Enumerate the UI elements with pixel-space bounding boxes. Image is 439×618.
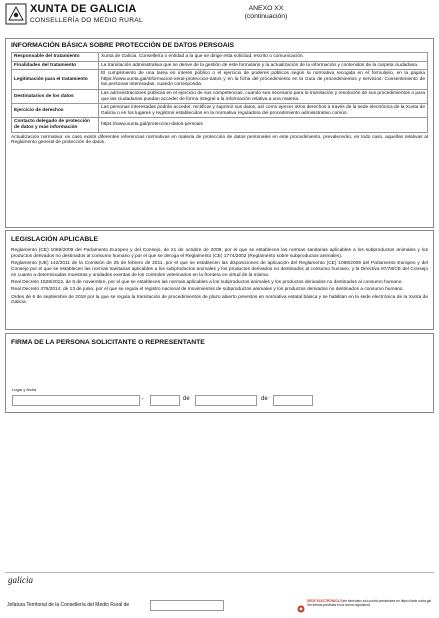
row-link[interactable] bbox=[99, 118, 428, 132]
table-row bbox=[12, 89, 428, 103]
row-label: Responsable del tratamiento bbox=[12, 53, 99, 62]
galicia-brand bbox=[8, 575, 33, 585]
data-protection-table bbox=[11, 52, 428, 133]
row-label: Contacto delegado de protección de datos y más información bbox=[12, 118, 99, 132]
legislation-item: Real Decreto 1528/2012, de 8 de noviembre, por el que se establecen las normas aplicables a los subproductos animales y los productos derivados no destinados al consumo humano. bbox=[11, 279, 403, 285]
org-name: XUNTA DE GALICIA bbox=[30, 3, 137, 15]
legislation-section bbox=[5, 230, 434, 330]
xunta-logo bbox=[5, 3, 27, 25]
data-protection-section bbox=[5, 38, 434, 228]
row-label: Legitimación para el tratamiento bbox=[12, 70, 99, 90]
place-input[interactable] bbox=[12, 395, 140, 406]
office-label: Jefatura Territorial de la Consellería del Medio Rural de bbox=[7, 602, 130, 608]
sede-text: Este formulario solo podrá presentarse en https://sede.xunta.gal bbox=[340, 599, 432, 603]
office-input[interactable] bbox=[150, 600, 224, 611]
row-text: La tramitación administrativa que se derive de la gestión de este formulario y la actualización de la información y contenidos de la carpeta ciudadana. bbox=[99, 61, 428, 70]
signature-area[interactable] bbox=[5, 411, 434, 571]
row-text: El cumplimiento de una tarea en interés público o el ejercicio de poderes públicos según la normativa recogida en el formulario, en la página https://www.xunta.gal/informacion-xeral-proteccion-datos y en la ficha del procedimiento en la Guía de procedimientos y servicios. Consentimiento de las personas interesadas, cuando corresponda. bbox=[99, 70, 428, 90]
legislation-title: LEGISLACIÓN APLICABLE bbox=[11, 236, 98, 243]
footer-divider bbox=[5, 572, 434, 573]
row-label: Finalidades del tratamiento bbox=[12, 61, 99, 70]
day-input[interactable] bbox=[150, 395, 180, 406]
annex-number: ANEXO XX bbox=[248, 5, 284, 12]
row-text: Las administraciones públicas en el ejercicio de sus competencias, cuando sea necesario para la tramitación y resolución de sus procedimientos o para que las ciudadanas puedan acceder de forma integral a la información relativa a una materia. bbox=[99, 89, 428, 103]
data-protection-title: INFORMACIÓN BÁSICA SOBRE PROTECCIÓN DE DATOS PERSOAIS bbox=[11, 42, 235, 49]
legislation-item: Real Decreto 476/2014, de 13 de junio, por el que se regula el registro nacional de movimientos de subproductos animales y los productos derivados no destinados a consumo humano. bbox=[11, 287, 404, 293]
sede-title: SEDE ELECTRÓNICA bbox=[307, 599, 340, 603]
legislation-item: Orden de 6 de septiembre de 2018 por la que se regula la tramitación de procedimientos de plazo abierto previstos en normativa estatal básica y se habilitan en la sede electrónica de la Xunta de Galicia. bbox=[11, 294, 428, 306]
sede-logo-icon bbox=[297, 600, 305, 608]
row-label: Ejercicio de derechos bbox=[12, 104, 99, 118]
table-row bbox=[12, 61, 428, 70]
regulatory-update-note: Actualización normativa: en caso existir diferentes referencias normativas en materia de protección de datos personales en este procedimiento, prevalecerán, en todo caso, aquellas relativas al Reglamento general de protección de datos. bbox=[11, 134, 428, 146]
comma-separator: , bbox=[142, 395, 144, 401]
de-label-1: de bbox=[183, 396, 190, 402]
brand-text: galicia bbox=[8, 575, 33, 585]
place-date-label: Lugar y fecha bbox=[12, 387, 37, 392]
de-label-2: de bbox=[261, 396, 268, 402]
dpo-link[interactable]: https://www.xunta.gal/proteccion-datos-persoais bbox=[101, 122, 203, 128]
sede-text-2: Ver formas previstas en la norma reguladora bbox=[307, 602, 370, 607]
table-row bbox=[12, 104, 428, 118]
sede-info bbox=[307, 600, 435, 608]
table-row bbox=[12, 118, 428, 132]
legislation-item: Reglamento (UE) 142/2011 de la Comisión de 25 de febrero de 2011, por el que se establecen las disposiciones de aplicación del Reglamento (CE) 1069/2009 del Parlamento Europeo y del Consejo por el que se establecen las normas sanitarias aplicables a los subproductos animales y los productos derivados no destinados al consumo humano, y la Directiva 97/78/CE del Consejo en cuanto a determinadas muestras y unidades exentas de los controles veterinarios en la frontera en virtud de la misma. bbox=[11, 261, 428, 278]
legislation-item: Reglamento (CE) 1069/2009 del Parlamento Europeo y del Consejo, de 21 de octubre de 2009, por el que se establecen las normas sanitarias aplicables a los subproductos animales y los productos derivados no destinados al consumo humano y por el que se deroga el Reglamento (CE) 1774/2002 (Reglamento sobre subproductos animales). bbox=[11, 248, 428, 259]
row-text: Xunta de Galicia. Consellería o entidad a la que se dirige esta solicitud, escrito o comunicación. bbox=[99, 53, 428, 62]
table-row bbox=[12, 53, 428, 62]
department-name: CONSELLERÍA DO MEDIO RURAL bbox=[30, 17, 143, 24]
annex-label bbox=[226, 5, 306, 21]
annex-continuation: (continuación) bbox=[244, 13, 288, 20]
month-input[interactable] bbox=[195, 395, 257, 406]
row-text: Las personas interesadas podrán acceder, rectificar y suprimir sus datos, así como ejercer otros derechos a través de la sede electrónica de la Xunta de Galicia o en los lugares y registros establecidos en la normativa reguladora del procedimiento administrativo común. bbox=[99, 104, 428, 118]
year-input[interactable] bbox=[273, 395, 313, 406]
signature-title: FIRMA DE LA PERSONA SOLICITANTE O REPRESENTANTE bbox=[11, 339, 205, 346]
table-row bbox=[12, 70, 428, 90]
signature-section bbox=[5, 333, 434, 413]
row-label: Destinatarios de los datos bbox=[12, 89, 99, 103]
